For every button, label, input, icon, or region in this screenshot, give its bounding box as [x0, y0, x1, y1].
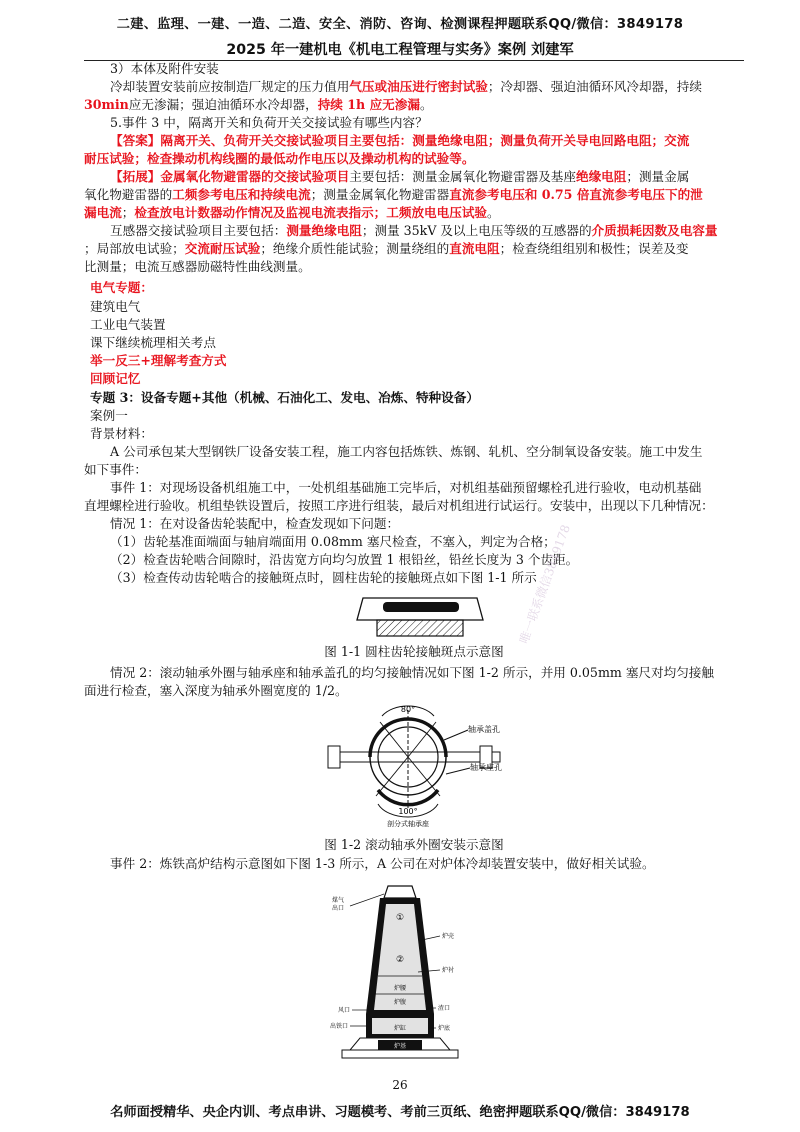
- answer-line: 【答案】隔离开关、负荷开关交接试验项目主要包括：测量绝缘电阻；测量负荷开关导电回路电阻；交流: [110, 133, 690, 148]
- text-line: 课下继续梳理相关考点: [90, 335, 216, 350]
- text-line: 事件 1：对现场设备机组施工中，一处机组基础施工完毕后，对机组基础预留螺栓孔进行验收，电动机基础: [110, 480, 702, 495]
- watermark: 唯一联系微信3849178: [516, 522, 573, 646]
- page-header-title: 2025 年一建机电《机电工程管理与实务》案例 刘建军: [226, 42, 574, 58]
- page-header-line1: 二建、监理、一建、一造、二造、安全、消防、咨询、检测课程押题联系QQ/微信：3849178: [116, 17, 684, 32]
- gas-outlet-label-2: 出口: [332, 905, 345, 912]
- text-line: 工业电气装置: [90, 317, 166, 332]
- question-line: 5.事件 3 中，隔离开关和负荷开关交接试验有哪些内容？: [110, 115, 428, 130]
- extension-line: 氧化物避雷器的工频参考电压和持续电流；测量金属氧化物避雷器直流参考电压和 0.75 倍直流参考电压下的泄: [84, 187, 703, 202]
- extension-line: 【拓展】金属氧化物避雷器的交接试验项目主要包括：测量金属氧化物避雷器及基座绝缘电阻；测量金属: [110, 169, 690, 184]
- furnace-hearth-label: 炉缸: [393, 1025, 407, 1032]
- zone-1-label: ①: [395, 913, 405, 923]
- angle-bottom-label: 100°: [398, 807, 418, 816]
- furnace-foundation-label: 炉基: [393, 1043, 407, 1050]
- text-line: 比测量；电流互感器励磁特性曲线测量。: [84, 259, 311, 274]
- bearing-sub-caption: 剖分式轴承座: [387, 820, 429, 828]
- text-line: 3）本体及附件安装: [110, 61, 219, 76]
- furnace-bosh-label: 炉腹: [393, 999, 407, 1006]
- section-heading: 电气专题：: [90, 280, 153, 295]
- text-line: 互感器交接试验项目主要包括：测量绝缘电阻；测量 35kV 及以上电压等级的互感器的介质损耗因数及电容量: [110, 223, 718, 238]
- topic-heading: 专题 3：设备专题+其他（机械、石油化工、发电、冶炼、特种设备）: [90, 390, 479, 405]
- text-line: ；局部放电试验；交流耐压试验；绝缘介质性能试验；测量绕组的直流电阻；检查绕组组别和极性；误差及变: [84, 241, 689, 256]
- extension-line: 漏电流；检查放电计数器动作情况及监视电流表指示；工频放电电压试验。: [84, 205, 500, 220]
- text-line: 直埋螺栓进行验收。机组垫铁设置后，按照工序进行组装，最后对机组进行试运行。安装中，出现以下几种情况：: [84, 498, 714, 513]
- text-line: 案例一: [90, 408, 128, 423]
- tuyere-label: 风口: [338, 1007, 351, 1014]
- gear-contact-figure: [355, 596, 485, 640]
- text-line: A 公司承包某大型钢铁厂设备安装工程，施工内容包括炼铁、炼钢、轧机、空分制氧设备安装。施工中发生: [110, 444, 703, 459]
- text-line: （2）检查齿轮啮合间隙时，沿齿宽方向均匀放置 1 根铅丝，铅丝长度为 3 个齿距。: [110, 552, 579, 567]
- furnace-lining-label: 炉衬: [442, 967, 455, 974]
- text-line: 事件 2：炼铁高炉结构示意图如下图 1-3 所示，A 公司在对炉体冷却装置安装中，做好相关试验。: [110, 856, 655, 871]
- text-line: （1）齿轮基准面端面与轴肩端面用 0.08mm 塞尺检查，不塞入，判定为合格；: [110, 534, 556, 549]
- zone-2-label: ②: [395, 955, 405, 965]
- text-line: 面进行检查，塞入深度为轴承外圈宽度的 1/2。: [84, 683, 348, 698]
- answer-line: 耐压试验；检查操动机构线圈的最低动作电压以及操动机构的试验等。: [84, 151, 475, 166]
- angle-top-label: 80°: [400, 705, 416, 714]
- bearing-cover-label: 轴承盖孔: [468, 725, 500, 734]
- tap-hole-label: 出铁口: [330, 1023, 349, 1030]
- text-line: 如下事件：: [84, 462, 147, 477]
- bearing-figure: [320, 700, 520, 830]
- text-line: 冷却装置安装前应按制造厂规定的压力值用气压或油压进行密封试验；冷却器、强迫油循环风冷却器，持续: [110, 79, 702, 94]
- text-line: 情况 2：滚动轴承外圈与轴承座和轴承盖孔的均匀接触情况如下图 1-2 所示，并用 0.05mm 塞尺对均匀接触: [110, 665, 714, 680]
- slag-notch-label: 渣口: [438, 1005, 451, 1012]
- gas-outlet-label: 煤气: [332, 897, 345, 904]
- figure-caption: 图 1-2 滚动轴承外圈安装示意图: [324, 837, 504, 852]
- page-footer: 名师面授精华、央企内训、考点串讲、习题模考、考前三页纸、绝密押题联系QQ/微信：3849178: [110, 1105, 690, 1120]
- highlight-line: 回顾记忆: [90, 371, 141, 386]
- figure-caption: 图 1-1 圆柱齿轮接触斑点示意图: [324, 644, 504, 659]
- furnace-shell-label: 炉壳: [442, 933, 455, 940]
- furnace-belly-label: 炉腰: [393, 985, 407, 992]
- text-line: 建筑电气: [90, 299, 141, 314]
- furnace-bottom-label: 炉底: [438, 1025, 451, 1032]
- blast-furnace-figure: [330, 880, 470, 1065]
- text-line: （3）检查传动齿轮啮合的接触斑点时，圆柱齿轮的接触斑点如下图 1-1 所示: [110, 570, 537, 585]
- text-line: 背景材料：: [90, 426, 153, 441]
- page-number: 26: [392, 1078, 408, 1092]
- bearing-seat-label: 轴承座孔: [470, 763, 502, 772]
- highlight-line: 举一反三+理解考查方式: [90, 353, 227, 368]
- text-line: 情况 1：在对设备齿轮装配中，检查发现如下问题：: [110, 516, 400, 531]
- text-line: 30min应无渗漏；强迫油循环水冷却器，持续 1h 应无渗漏。: [84, 97, 433, 112]
